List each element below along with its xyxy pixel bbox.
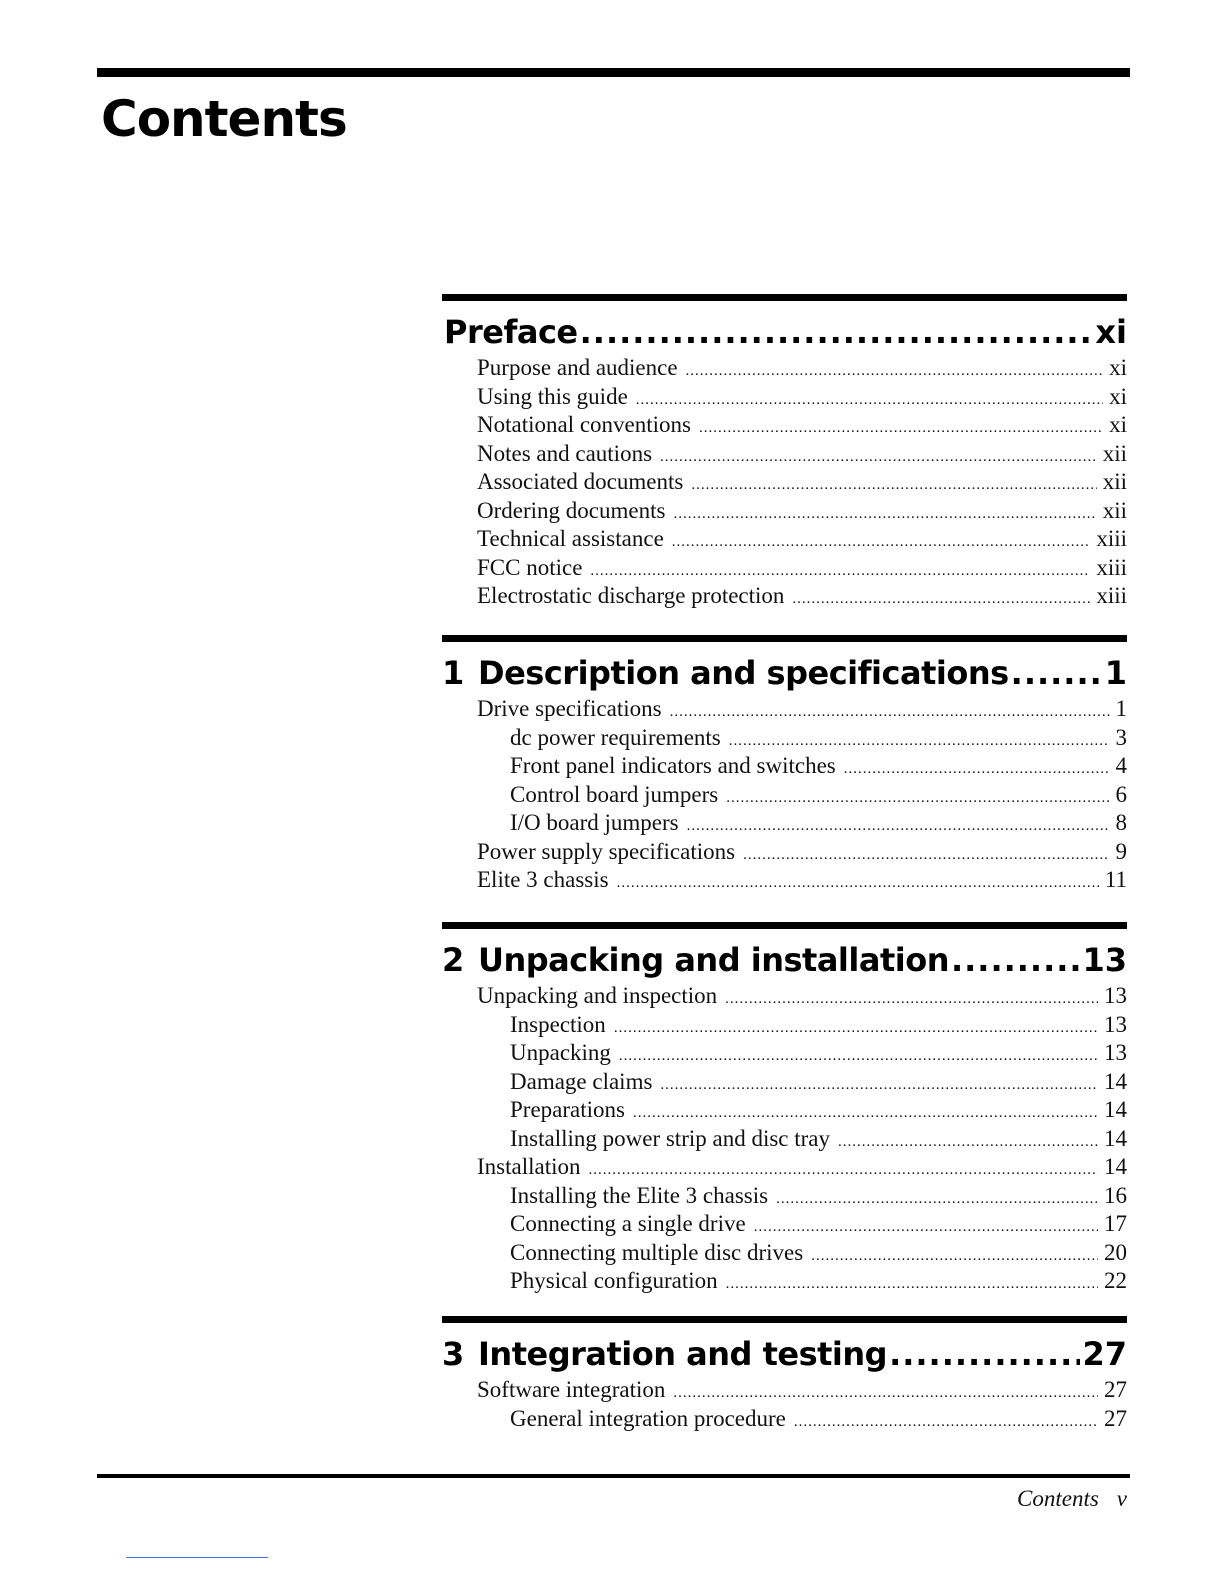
- entry-page-number: 4: [1115, 753, 1127, 778]
- entry-page-number: 11: [1104, 867, 1127, 892]
- section-rule: [442, 635, 1127, 642]
- dot-leader: [673, 1379, 1098, 1408]
- entry-page-number: xii: [1102, 440, 1127, 466]
- dot-leader: [673, 500, 1096, 529]
- entry-label: Ordering documents: [477, 497, 666, 523]
- dot-leader: [580, 310, 1094, 354]
- entry-page-number: 13: [1104, 1011, 1127, 1037]
- entry-page-number: 17: [1104, 1211, 1127, 1236]
- entry-label: Notational conventions: [477, 412, 691, 437]
- bottom-rule: [97, 1474, 1130, 1478]
- section-heading[interactable]: [442, 1332, 1127, 1376]
- entry-page-number: 22: [1104, 1268, 1127, 1293]
- footer-underline: [126, 1557, 268, 1558]
- entry-label: Front panel indicators and switches: [510, 753, 836, 778]
- dot-leader: [844, 755, 1110, 784]
- toc-entry[interactable]: [442, 1011, 1127, 1040]
- dot-leader: [754, 1213, 1098, 1242]
- entry-label: Technical assistance: [477, 526, 664, 551]
- dot-leader: [725, 985, 1098, 1014]
- entry-page-number: 13: [1104, 983, 1127, 1008]
- toc-entry[interactable]: [442, 497, 1127, 526]
- section-number: 1: [442, 654, 465, 692]
- section-number: 3: [442, 1335, 465, 1373]
- entry-label: FCC notice: [477, 554, 583, 580]
- entry-page-number: 1: [1115, 696, 1127, 721]
- toc-entry[interactable]: [442, 582, 1127, 611]
- dot-leader: [794, 1408, 1098, 1437]
- dot-leader: [726, 1270, 1098, 1299]
- dot-leader: [699, 414, 1103, 443]
- entry-page-number: 16: [1104, 1182, 1127, 1208]
- section-heading[interactable]: [442, 938, 1127, 982]
- entry-page-number: 13: [1104, 1040, 1127, 1065]
- dot-leader: [617, 869, 1099, 898]
- entry-label: Inspection: [510, 1011, 606, 1037]
- entry-label: Software integration: [477, 1377, 666, 1402]
- entry-label: Electrostatic discharge protection: [477, 583, 785, 608]
- footer-page-number: v: [1116, 1486, 1127, 1511]
- entry-page-number: 8: [1115, 810, 1127, 835]
- dot-leader: [729, 727, 1110, 756]
- entry-label: Unpacking and inspection: [477, 983, 718, 1008]
- entry-label: Notes and cautions: [477, 440, 653, 466]
- toc-entry[interactable]: [442, 1210, 1127, 1239]
- toc-entry[interactable]: [442, 468, 1127, 497]
- entry-label: Physical configuration: [510, 1268, 718, 1293]
- dot-leader: [590, 557, 1090, 586]
- entry-label: Preparations: [510, 1097, 625, 1122]
- toc-section: [442, 922, 1127, 1296]
- dot-leader: [660, 1071, 1098, 1100]
- toc-entry[interactable]: [442, 781, 1127, 810]
- dot-leader: [951, 938, 1080, 982]
- dot-leader: [838, 1128, 1098, 1157]
- toc-entry[interactable]: [442, 1096, 1127, 1125]
- entry-label: Damage claims: [510, 1068, 653, 1094]
- section-page-number: 13: [1082, 941, 1127, 979]
- dot-leader: [588, 1156, 1098, 1185]
- dot-leader: [672, 528, 1091, 557]
- dot-leader: [614, 1014, 1098, 1043]
- dot-leader: [1011, 651, 1103, 695]
- entry-page-number: xiii: [1096, 583, 1127, 608]
- footer-title: Contents: [1017, 1486, 1099, 1511]
- section-heading[interactable]: [442, 651, 1127, 695]
- toc-entry[interactable]: [442, 752, 1127, 781]
- dot-leader: [726, 784, 1109, 813]
- toc-section: [442, 635, 1127, 895]
- toc-entry[interactable]: [442, 1239, 1127, 1268]
- toc-section: [442, 294, 1127, 611]
- entry-label: Elite 3 chassis: [477, 867, 609, 892]
- entry-page-number: 3: [1115, 724, 1127, 750]
- dot-leader: [776, 1185, 1098, 1214]
- toc-entry[interactable]: [442, 411, 1127, 440]
- section-title: Description and specifications: [478, 654, 1009, 692]
- entry-page-number: 14: [1104, 1154, 1127, 1179]
- section-page-number: 27: [1082, 1335, 1127, 1373]
- toc-entry[interactable]: [442, 1039, 1127, 1068]
- entry-label: Connecting multiple disc drives: [510, 1239, 804, 1265]
- entry-page-number: 9: [1115, 838, 1127, 864]
- section-page-number: xi: [1095, 313, 1127, 351]
- dot-leader: [660, 443, 1097, 472]
- entry-page-number: xii: [1102, 497, 1127, 523]
- section-title: Unpacking and installation: [478, 941, 949, 979]
- section-heading[interactable]: [442, 310, 1127, 354]
- toc-entry[interactable]: [442, 1125, 1127, 1154]
- dot-leader: [636, 386, 1103, 415]
- entry-page-number: xiii: [1096, 526, 1127, 551]
- toc-entry[interactable]: [442, 1376, 1127, 1405]
- entry-list: [442, 982, 1127, 1296]
- page-footer: [1017, 1486, 1127, 1512]
- toc-entry[interactable]: [442, 354, 1127, 383]
- toc-entry[interactable]: [442, 809, 1127, 838]
- entry-page-number: xii: [1102, 469, 1127, 494]
- entry-page-number: 27: [1104, 1377, 1127, 1402]
- entry-label: Control board jumpers: [510, 781, 719, 807]
- toc-entry[interactable]: [442, 1182, 1127, 1211]
- entry-page-number: 27: [1104, 1405, 1127, 1431]
- toc-entry[interactable]: [442, 1405, 1127, 1434]
- entry-label: Connecting a single drive: [510, 1211, 746, 1236]
- entry-label: I/O board jumpers: [510, 810, 679, 835]
- top-rule: [97, 68, 1130, 77]
- section-rule: [442, 922, 1127, 929]
- toc-entry[interactable]: [442, 1267, 1127, 1296]
- toc-entry[interactable]: [442, 866, 1127, 895]
- entry-page-number: xi: [1109, 412, 1127, 437]
- toc-entry[interactable]: [442, 525, 1127, 554]
- entry-page-number: xi: [1109, 383, 1127, 409]
- section-title: Integration and testing: [478, 1335, 888, 1373]
- toc-entry[interactable]: [442, 554, 1127, 583]
- entry-label: Associated documents: [477, 469, 684, 494]
- entry-list: [442, 1376, 1127, 1433]
- entry-page-number: xiii: [1096, 554, 1127, 580]
- section-rule: [442, 1316, 1127, 1323]
- entry-page-number: 20: [1104, 1239, 1127, 1265]
- page-title: Contents: [101, 90, 347, 148]
- entry-list: [442, 354, 1127, 611]
- entry-label: Installation: [477, 1154, 581, 1179]
- dot-leader: [686, 357, 1104, 386]
- entry-page-number: 14: [1104, 1097, 1127, 1122]
- entry-page-number: 14: [1104, 1068, 1127, 1094]
- toc-entry[interactable]: [442, 982, 1127, 1011]
- dot-leader: [633, 1099, 1098, 1128]
- toc-entry[interactable]: [442, 838, 1127, 867]
- dot-leader: [792, 585, 1090, 614]
- toc-entry[interactable]: [442, 695, 1127, 724]
- toc-section: [442, 1316, 1127, 1433]
- entry-label: Using this guide: [477, 383, 628, 409]
- toc-entry[interactable]: [442, 440, 1127, 469]
- entry-label: Power supply specifications: [477, 838, 736, 864]
- entry-page-number: 14: [1104, 1125, 1127, 1151]
- toc-entry[interactable]: [442, 383, 1127, 412]
- dot-leader: [743, 841, 1109, 870]
- toc-entry[interactable]: [442, 724, 1127, 753]
- toc-entry[interactable]: [442, 1068, 1127, 1097]
- section-rule: [442, 294, 1127, 301]
- entry-label: Installing the Elite 3 chassis: [510, 1182, 769, 1208]
- entry-page-number: 6: [1115, 781, 1127, 807]
- section-number: 2: [442, 941, 465, 979]
- entry-label: General integration procedure: [510, 1405, 786, 1431]
- entry-label: Unpacking: [510, 1040, 611, 1065]
- toc-entry[interactable]: [442, 1153, 1127, 1182]
- dot-leader: [687, 812, 1110, 841]
- dot-leader: [811, 1242, 1098, 1271]
- section-title: Preface: [444, 313, 578, 351]
- entry-label: Drive specifications: [477, 696, 662, 721]
- dot-leader: [619, 1042, 1098, 1071]
- entry-label: Purpose and audience: [477, 355, 678, 380]
- entry-list: [442, 695, 1127, 895]
- dot-leader: [889, 1332, 1080, 1376]
- entry-label: dc power requirements: [510, 724, 721, 750]
- section-page-number: 1: [1104, 654, 1127, 692]
- entry-page-number: xi: [1109, 355, 1127, 380]
- dot-leader: [691, 471, 1096, 500]
- dot-leader: [670, 698, 1110, 727]
- entry-label: Installing power strip and disc tray: [510, 1125, 831, 1151]
